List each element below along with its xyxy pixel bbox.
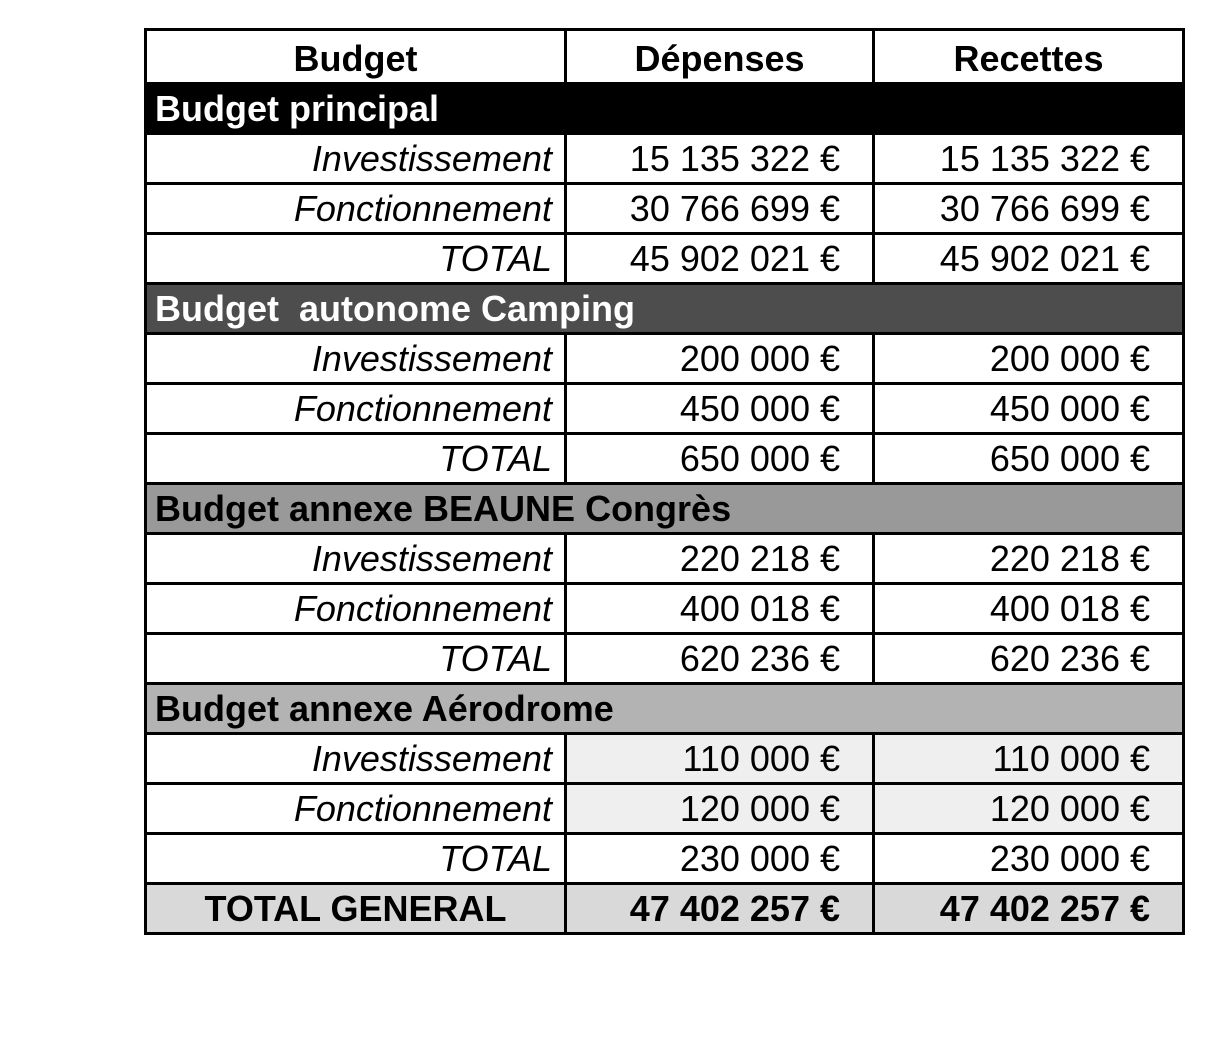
- table-row: [146, 234, 1184, 284]
- table-row: [146, 334, 1184, 384]
- table-row: [146, 834, 1184, 884]
- row-label: TOTAL: [146, 634, 566, 684]
- recettes-cell: 200 000 €: [874, 334, 1184, 384]
- depenses-cell: 620 236 €: [566, 634, 874, 684]
- table-row: [146, 534, 1184, 584]
- row-label: TOTAL: [146, 434, 566, 484]
- section-header-row: [146, 684, 1184, 734]
- recettes-cell: 450 000 €: [874, 384, 1184, 434]
- depenses-cell: 450 000 €: [566, 384, 874, 434]
- table-row: [146, 734, 1184, 784]
- depenses-cell: 220 218 €: [566, 534, 874, 584]
- table-row: [146, 784, 1184, 834]
- grand-total-recettes: 47 402 257 €: [874, 884, 1184, 934]
- row-label: TOTAL: [146, 834, 566, 884]
- table-row: [146, 434, 1184, 484]
- table-row: [146, 584, 1184, 634]
- column-header-depenses: Dépenses: [566, 30, 874, 84]
- depenses-cell: 15 135 322 €: [566, 134, 874, 184]
- grand-total-depenses: 47 402 257 €: [566, 884, 874, 934]
- table-row: [146, 184, 1184, 234]
- row-label: Fonctionnement: [146, 184, 566, 234]
- section-header-row: [146, 484, 1184, 534]
- depenses-cell: 45 902 021 €: [566, 234, 874, 284]
- table-row: [146, 134, 1184, 184]
- column-header-recettes: Recettes: [874, 30, 1184, 84]
- depenses-cell: 120 000 €: [566, 784, 874, 834]
- recettes-cell: 220 218 €: [874, 534, 1184, 584]
- row-label: Investissement: [146, 534, 566, 584]
- recettes-cell: 110 000 €: [874, 734, 1184, 784]
- section-header-row: [146, 284, 1184, 334]
- budget-table: [144, 28, 1185, 935]
- row-label: TOTAL: [146, 234, 566, 284]
- section-title: Budget annexe Aérodrome: [146, 684, 1184, 734]
- row-label: Fonctionnement: [146, 784, 566, 834]
- table-header-row: [146, 30, 1184, 84]
- row-label: Fonctionnement: [146, 584, 566, 634]
- row-label: Investissement: [146, 734, 566, 784]
- depenses-cell: 30 766 699 €: [566, 184, 874, 234]
- section-title: Budget autonome Camping: [146, 284, 1184, 334]
- recettes-cell: 120 000 €: [874, 784, 1184, 834]
- recettes-cell: 45 902 021 €: [874, 234, 1184, 284]
- depenses-cell: 110 000 €: [566, 734, 874, 784]
- recettes-cell: 30 766 699 €: [874, 184, 1184, 234]
- column-header-budget: Budget: [146, 30, 566, 84]
- depenses-cell: 400 018 €: [566, 584, 874, 634]
- recettes-cell: 230 000 €: [874, 834, 1184, 884]
- section-title: Budget annexe BEAUNE Congrès: [146, 484, 1184, 534]
- recettes-cell: 15 135 322 €: [874, 134, 1184, 184]
- row-label: Fonctionnement: [146, 384, 566, 434]
- depenses-cell: 200 000 €: [566, 334, 874, 384]
- depenses-cell: 650 000 €: [566, 434, 874, 484]
- recettes-cell: 620 236 €: [874, 634, 1184, 684]
- table-row: [146, 634, 1184, 684]
- section-header-row: [146, 84, 1184, 134]
- recettes-cell: 650 000 €: [874, 434, 1184, 484]
- grand-total-label: TOTAL GENERAL: [146, 884, 566, 934]
- table-row: [146, 384, 1184, 434]
- section-title: Budget principal: [146, 84, 1184, 134]
- row-label: Investissement: [146, 334, 566, 384]
- recettes-cell: 400 018 €: [874, 584, 1184, 634]
- row-label: Investissement: [146, 134, 566, 184]
- grand-total-row: [146, 884, 1184, 934]
- depenses-cell: 230 000 €: [566, 834, 874, 884]
